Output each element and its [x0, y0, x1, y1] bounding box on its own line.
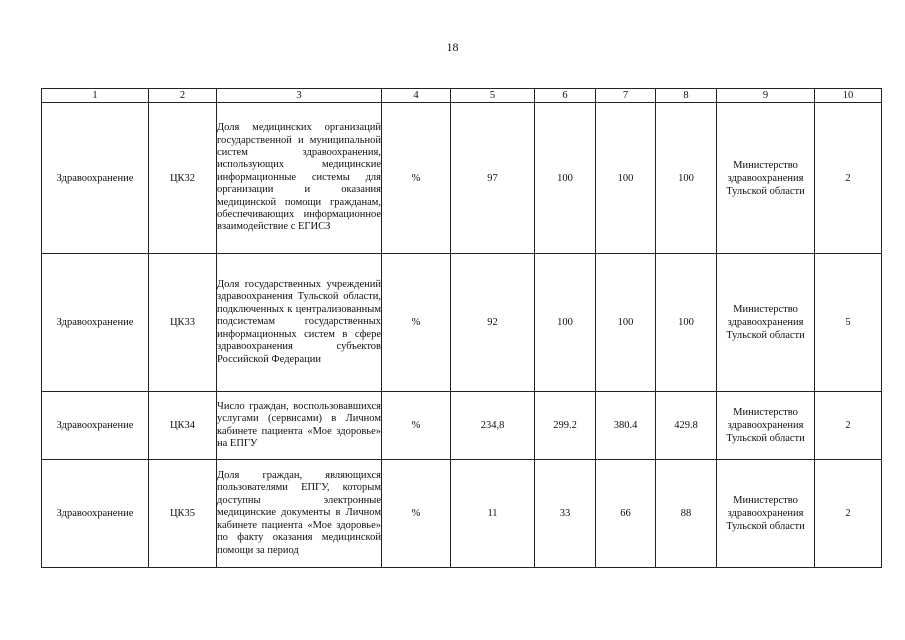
code-cell: ЦК32 — [149, 103, 217, 254]
description-cell: Доля медицинских организаций государственной и муниципальной систем здравоохранения, использующих медицинские информационные системы для организации и оказания медицинской помощи гражданам, обеспечивающих информационное взаимодействие с ЕГИСЗ — [217, 103, 382, 254]
header-cell-3: 3 — [217, 89, 382, 103]
code-cell: ЦК34 — [149, 392, 217, 460]
value-col10-cell: 2 — [815, 460, 882, 568]
header-row — [42, 89, 882, 103]
value-col7-cell: 66 — [596, 460, 656, 568]
ministry-cell: Министерство здравоохранения Тульской области — [717, 460, 815, 568]
value-col10-cell: 2 — [815, 103, 882, 254]
code-cell: ЦК33 — [149, 254, 217, 392]
value-col10-cell: 5 — [815, 254, 882, 392]
indicators-table — [41, 88, 882, 568]
header-cell-10: 10 — [815, 89, 882, 103]
header-cell-8: 8 — [656, 89, 717, 103]
value-col7-cell: 100 — [596, 254, 656, 392]
header-cell-5: 5 — [451, 89, 535, 103]
sector-cell: Здравоохранение — [42, 460, 149, 568]
value-col5-cell: 97 — [451, 103, 535, 254]
value-col6-cell: 100 — [535, 254, 596, 392]
table-row — [42, 460, 882, 568]
header-cell-1: 1 — [42, 89, 149, 103]
header-cell-4: 4 — [382, 89, 451, 103]
unit-cell: % — [382, 254, 451, 392]
description-cell: Доля граждан, являющихся пользователями ЕПГУ, которым доступны электронные медицинские документы в Личном кабинете пациента «Мое здоровье» по факту оказания медицинской помощи за период — [217, 460, 382, 568]
header-cell-7: 7 — [596, 89, 656, 103]
table-row — [42, 254, 882, 392]
unit-cell: % — [382, 460, 451, 568]
unit-cell: % — [382, 392, 451, 460]
header-cell-6: 6 — [535, 89, 596, 103]
ministry-cell: Министерство здравоохранения Тульской области — [717, 103, 815, 254]
table-row — [42, 392, 882, 460]
page-number: 18 — [446, 40, 459, 54]
sector-cell: Здравоохранение — [42, 254, 149, 392]
description-cell: Доля государственных учреждений здравоохранения Тульской области, подключенных к централизованным подсистемам государственных информационных систем в сфере здравоохранения субъектов Российской Федерации — [217, 254, 382, 392]
sector-cell: Здравоохранение — [42, 392, 149, 460]
sector-cell: Здравоохранение — [42, 103, 149, 254]
value-col8-cell: 100 — [656, 103, 717, 254]
value-col7-cell: 380.4 — [596, 392, 656, 460]
value-col10-cell: 2 — [815, 392, 882, 460]
value-col6-cell: 33 — [535, 460, 596, 568]
value-col7-cell: 100 — [596, 103, 656, 254]
ministry-cell: Министерство здравоохранения Тульской области — [717, 254, 815, 392]
value-col5-cell: 11 — [451, 460, 535, 568]
value-col6-cell: 299.2 — [535, 392, 596, 460]
value-col5-cell: 92 — [451, 254, 535, 392]
description-cell: Число граждан, воспользовавшихся услугами (сервисами) в Личном кабинете пациента «Мое здоровье» на ЕПГУ — [217, 392, 382, 460]
value-col8-cell: 88 — [656, 460, 717, 568]
ministry-cell: Министерство здравоохранения Тульской области — [717, 392, 815, 460]
value-col5-cell: 234,8 — [451, 392, 535, 460]
header-cell-9: 9 — [717, 89, 815, 103]
header-cell-2: 2 — [149, 89, 217, 103]
table-row — [42, 103, 882, 254]
value-col6-cell: 100 — [535, 103, 596, 254]
value-col8-cell: 429.8 — [656, 392, 717, 460]
code-cell: ЦК35 — [149, 460, 217, 568]
value-col8-cell: 100 — [656, 254, 717, 392]
unit-cell: % — [382, 103, 451, 254]
